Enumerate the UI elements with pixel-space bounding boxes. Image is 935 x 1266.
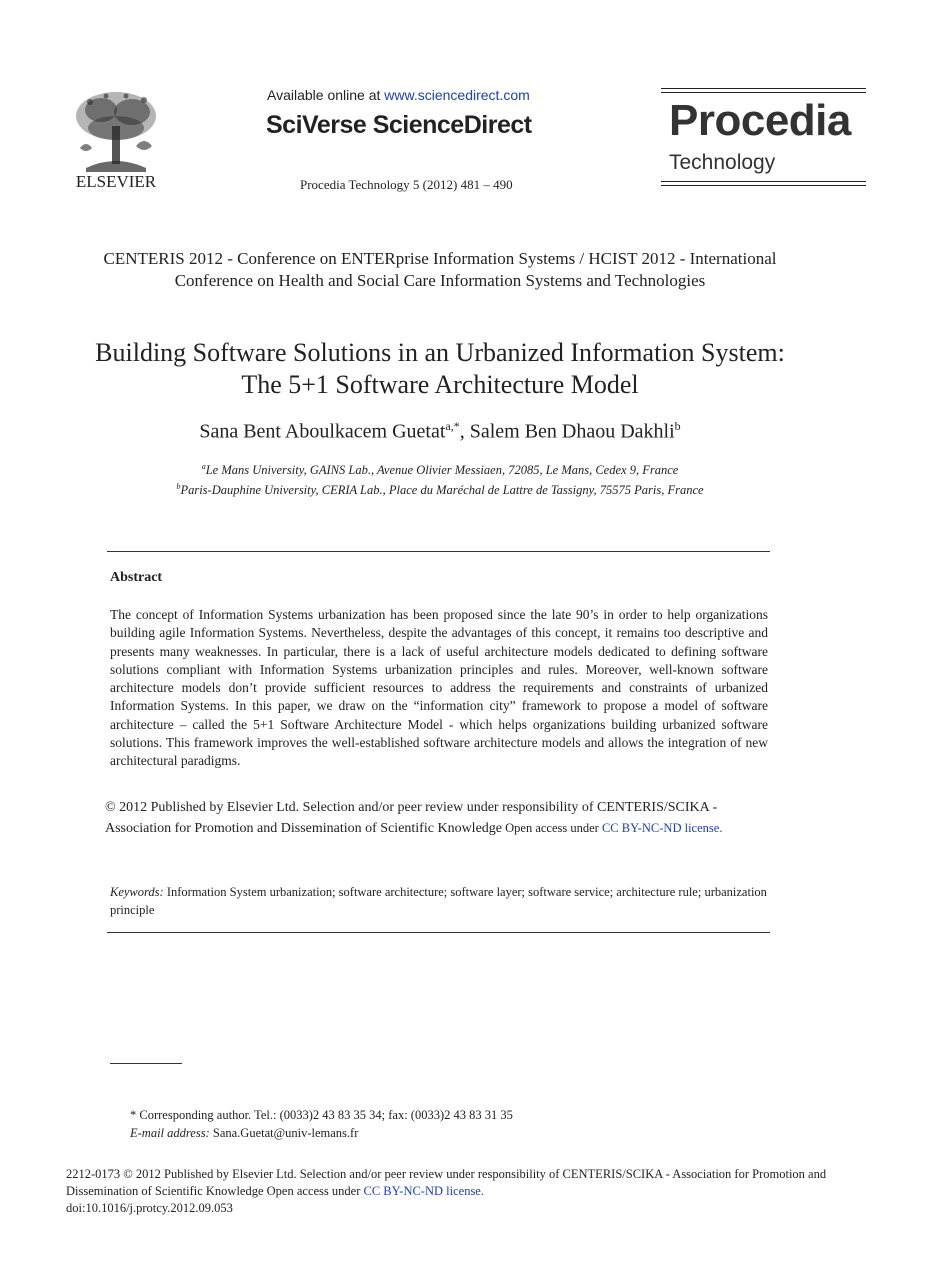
author-name: Salem Ben Dhaou Dakhli bbox=[469, 420, 675, 443]
author-affiliation-mark: a,* bbox=[445, 419, 460, 433]
logo-rule bbox=[661, 181, 866, 182]
affiliation-text: Le Mans University, GAINS Lab., Avenue Olivier Messiaen, 72085, Le Mans, Cedex 9, France bbox=[205, 463, 679, 478]
elsevier-wordmark: ELSEVIER bbox=[75, 172, 157, 190]
copyright-notice bbox=[105, 798, 775, 839]
platform-name: SciVerse ScienceDirect bbox=[266, 111, 532, 139]
affiliation-line bbox=[90, 479, 790, 499]
email-address[interactable]: Sana.Guetat@univ-lemans.fr bbox=[209, 1126, 359, 1140]
sciencedirect-link[interactable]: www.sciencedirect.com bbox=[384, 87, 530, 103]
footnote-rule bbox=[110, 1063, 182, 1064]
journal-reference: Procedia Technology 5 (2012) 481 – 490 bbox=[300, 177, 513, 192]
elsevier-logo bbox=[66, 88, 166, 190]
abstract-heading: Abstract bbox=[110, 570, 163, 585]
issn-copyright bbox=[66, 1166, 866, 1200]
conference-name: CENTERIS 2012 - Conference on ENTERprise Information Systems / HCIST 2012 - International Conference on Health and Social Care Information Systems and Technologies bbox=[103, 249, 777, 290]
procedia-wordmark: Procedia bbox=[669, 96, 851, 145]
affiliation-mark: a bbox=[201, 462, 206, 471]
author-separator: , bbox=[459, 420, 470, 443]
author-affiliation-mark: b bbox=[674, 419, 681, 433]
affiliations bbox=[90, 459, 790, 498]
available-prefix: Available online at bbox=[267, 87, 385, 103]
corresponding-author: * Corresponding author. Tel.: (0033)2 43 83 35 34; fax: (0033)2 43 83 31 35 bbox=[130, 1108, 513, 1122]
procedia-subtitle: Technology bbox=[669, 151, 776, 174]
issn-text: 2212-0173 © 2012 Published by Elsevier Ltd. Selection and/or peer review under responsibility of CENTERIS/SCIKA - Association for Promotion and Dissemination of Scientific Knowledge bbox=[66, 1167, 827, 1198]
keywords-label: Keywords: bbox=[110, 885, 164, 899]
section-divider bbox=[107, 551, 770, 552]
abstract-body: The concept of Information Systems urbanization has been proposed since the late 90’s in order to help organizations building agile Information Systems. Nevertheless, despite the advantages of this concept, it remains too descriptive and presents many weaknesses. In particular, there is a lack of useful architecture models dedicated to defining software solutions compliant with Information Systems urbanization principles and rules. Moreover, well-known software architecture models don’t provide sufficient resources to address the requirements and constraints of urbanized Information Systems. In this paper, we draw on the “information city” framework to propose a model of software architecture – called the 5+1 Software Architecture Model - which helps organizations building urbanized software solutions. This framework improves the well-established software architecture models and allows the integration of new architectural paradigms. bbox=[110, 607, 768, 769]
procedia-logo bbox=[661, 88, 866, 190]
email-label: E-mail address: bbox=[130, 1126, 210, 1140]
license-link[interactable]: CC BY-NC-ND license. bbox=[601, 821, 723, 835]
keywords bbox=[110, 883, 770, 919]
logo-rule bbox=[661, 185, 866, 186]
footnote bbox=[130, 1106, 513, 1142]
author-list bbox=[90, 419, 790, 444]
license-link[interactable]: CC BY-NC-ND license. bbox=[363, 1184, 484, 1198]
affiliation-text: Paris-Dauphine University, CERIA Lab., Place du Maréchal de Lattre de Tassigny, 75575 Paris, France bbox=[180, 482, 704, 497]
open-access-text: Open access under bbox=[263, 1184, 364, 1198]
paper-title: Building Software Solutions in an Urbanized Information System: The 5+1 Software Architecture Model bbox=[95, 338, 785, 399]
logo-rule bbox=[661, 92, 866, 93]
copyright-text: © 2012 Published by Elsevier Ltd. Selection and/or peer review under responsibility of CENTERIS/SCIKA - Association for Promotion and Dissemination of Scientific Knowledge bbox=[105, 800, 718, 836]
section-divider bbox=[107, 932, 770, 933]
doi[interactable]: doi:10.1016/j.protcy.2012.09.053 bbox=[66, 1201, 233, 1215]
author-name: Sana Bent Aboulkacem Guetat bbox=[199, 420, 446, 443]
email-line bbox=[130, 1124, 513, 1142]
keywords-text: Information System urbanization; software architecture; software layer; software service; architecture rule; urbanization principle bbox=[110, 885, 767, 917]
issn-block bbox=[66, 1166, 866, 1217]
elsevier-tree-icon bbox=[66, 88, 166, 190]
affiliation-mark: b bbox=[176, 481, 181, 491]
open-access-text: Open access under bbox=[502, 821, 602, 835]
affiliation-line bbox=[90, 459, 790, 479]
available-online bbox=[267, 87, 530, 103]
logo-rule bbox=[661, 88, 866, 89]
